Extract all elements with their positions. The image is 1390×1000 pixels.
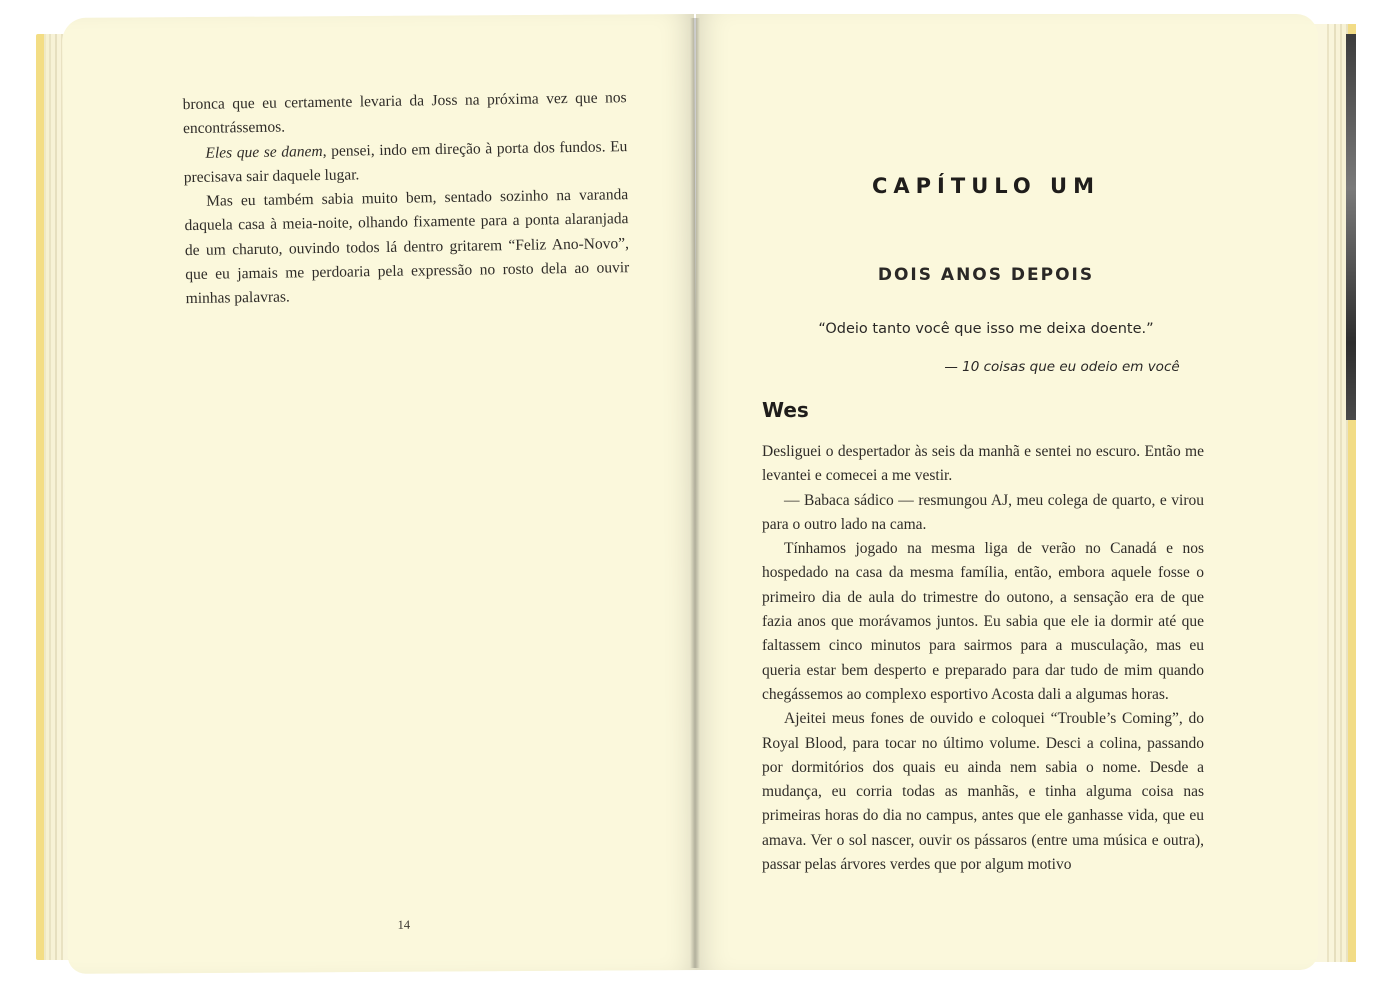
right-paragraph: Ajeitei meus fones de ouvido e coloquei “Trouble’s Coming”, do Royal Blood, para tocar no último volume. Desci a colina, passando por dormitórios dos quais eu ainda nem sabia o nome. Desde a mudança, eu corria todas as manhãs, e tinha alguma coisa nas primeiras horas do dia no campus, antes que ele ganhasse vida, que eu amava. Ver o sol nascer, ouvir os pássaros (entre uma música e outra), passar pelas árvores verdes que por algum motivo [762,710,1204,874]
right-paragraph: — Babaca sádico — resmungou AJ, meu colega de quarto, e virou para o outro lado na cama. [762,491,1204,533]
right-paragraph: Desliguei o despertador às seis da manhã e sentei no escuro. Então me levantei e comecei a me vestir. [762,443,1204,485]
left-page-body [182,86,629,312]
left-page [62,14,700,974]
chapter-subtitle: DOIS ANOS DEPOIS [877,265,1095,285]
paragraph-text: bronca que eu certamente levaria da Joss na próxima vez que nos encontrássemos. [182,89,627,138]
left-paragraph [183,135,628,191]
epigraph-source: — 10 coisas que eu odeio em você [944,359,1180,375]
book-gutter [690,18,700,968]
left-paragraph [184,183,630,311]
right-page-body [762,440,1204,877]
right-page [696,14,1318,970]
left-paragraph [182,86,627,142]
page-number: 14 [397,917,411,932]
section-heading: Wes [762,398,809,422]
epigraph-quote: “Odeio tanto você que isso me deixa doente.” [818,321,1154,337]
paragraph-text: Mas eu também sabia muito bem, sentado sozinho na varanda daquela casa à meia-noite, olhando fixamente para a ponta alaranjada de um charuto, ouvindo todos lá dentro gritarem “Feliz Ano-Novo”, que eu jamais me perdoaria pela expressão no rosto dela ao ouvir minhas palavras. [184,186,630,308]
right-paragraph: Tínhamos jogado na mesma liga de verão no Canadá e nos hospedado na casa da mesma família, então, embora aquele fosse o primeiro dia de aula do trimestre do outono, a sensação era de que fazia anos que morávamos juntos. Eu sabia que ele ia dormir até que faltassem cinco minutos para sairmos para a musculação, mas eu queria estar bem desperto e preparado para dar tudo de mim quando chegássemos ao complexo esportivo Acosta dali a algumas horas. [762,540,1204,703]
paragraph-text: , pensei, indo em direção à porta dos fundos. Eu precisava sair daquele lugar. [183,137,628,187]
paragraph-italic: Eles que se danem [205,142,323,162]
chapter-title: CAPÍTULO UM [872,174,1100,198]
